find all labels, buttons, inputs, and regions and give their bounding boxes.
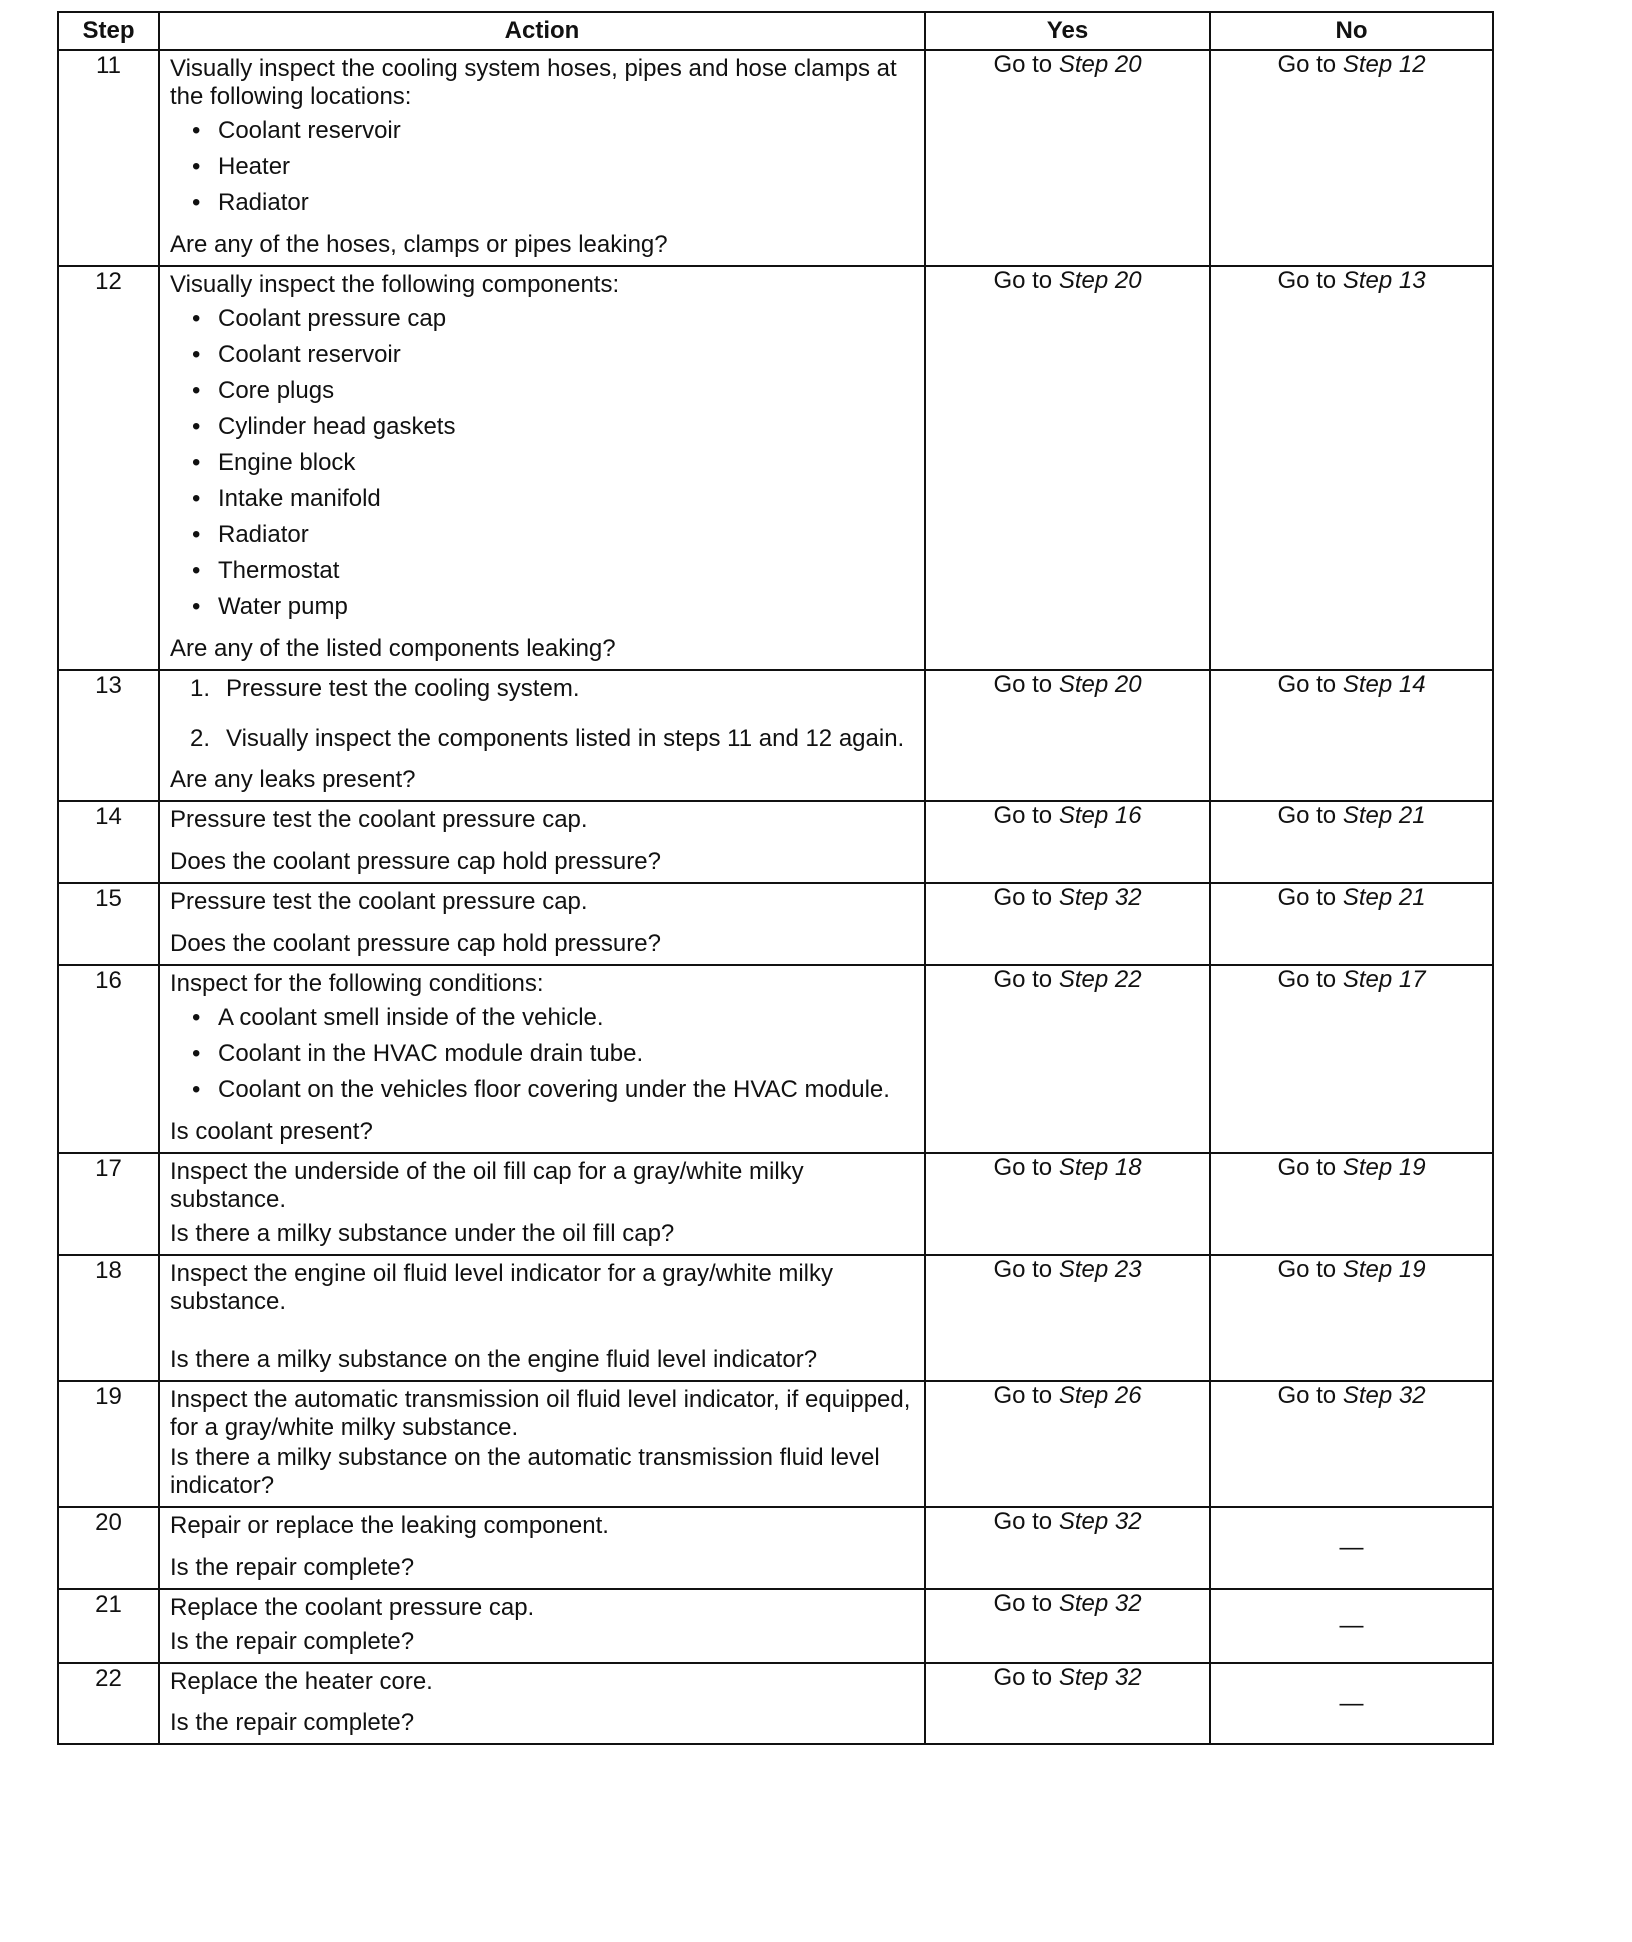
step-number: 15: [58, 883, 159, 965]
step-number: 12: [58, 266, 159, 670]
table-row: [58, 1507, 1493, 1589]
table-row: [58, 801, 1493, 883]
goto-step-link[interactable]: Step 21: [1342, 802, 1426, 829]
goto-prefix: Go to: [993, 1154, 1053, 1181]
action-instruction: Repair or replace the leaking component.: [170, 1512, 609, 1539]
action-question: Is the repair complete?: [170, 1628, 415, 1655]
action-body: [170, 271, 914, 663]
goto-prefix: Go to: [993, 267, 1053, 294]
table-row: [58, 883, 1493, 965]
yes-cell: [925, 670, 1210, 801]
no-cell-dash: —: [1210, 1663, 1493, 1744]
action-cell: [159, 50, 925, 266]
goto-prefix: Go to: [993, 51, 1053, 78]
step-number: 21: [58, 1589, 159, 1663]
list-item: • Engine block: [192, 449, 914, 477]
goto-step-link[interactable]: Step 32: [1058, 1508, 1142, 1535]
header-yes: Yes: [925, 12, 1210, 50]
no-cell: [1210, 883, 1493, 965]
step-number: 22: [58, 1663, 159, 1744]
goto-prefix: Go to: [1277, 1256, 1337, 1283]
action-question: Is there a milky substance on the automatic transmission fluid level indicator?: [170, 1444, 880, 1499]
no-cell: [1210, 266, 1493, 670]
no-cell-dash: —: [1210, 1589, 1493, 1663]
action-cell: [159, 1663, 925, 1744]
list-item: • Coolant reservoir: [192, 341, 914, 369]
action-question: Is there a milky substance under the oil fill cap?: [170, 1220, 675, 1247]
yes-cell: [925, 1255, 1210, 1381]
action-question: Does the coolant pressure cap hold pressure?: [170, 930, 661, 957]
action-instruction: Inspect the engine oil fluid level indicator for a gray/white milky substance.: [170, 1260, 833, 1315]
action-cell: [159, 883, 925, 965]
goto-step-link[interactable]: Step 16: [1058, 802, 1142, 829]
goto-step-link[interactable]: Step 32: [1342, 1382, 1426, 1409]
yes-cell: [925, 266, 1210, 670]
item-text: Visually inspect the components listed in steps 11 and 12 again.: [226, 725, 905, 752]
action-cell: [159, 1507, 925, 1589]
yes-cell: [925, 1507, 1210, 1589]
item-text: Pressure test the cooling system.: [226, 675, 580, 702]
action-instruction: Replace the coolant pressure cap.: [170, 1594, 535, 1621]
step-number: 17: [58, 1153, 159, 1255]
diagnostic-table-sheet: [57, 11, 1492, 1745]
action-cell: [159, 801, 925, 883]
yes-cell: [925, 965, 1210, 1153]
action-question: Are any of the listed components leaking?: [170, 635, 616, 662]
step-number: 11: [58, 50, 159, 266]
goto-prefix: Go to: [993, 1256, 1053, 1283]
item-number: 1.: [190, 675, 211, 702]
action-instruction: Inspect the automatic transmission oil fluid level indicator, if equipped, for a gray/white milky substance.: [170, 1386, 911, 1441]
bullet-list: [170, 305, 914, 621]
goto-prefix: Go to: [993, 1508, 1053, 1535]
table-row: [58, 1153, 1493, 1255]
list-item: • Heater: [192, 153, 914, 181]
action-question: Is coolant present?: [170, 1118, 373, 1145]
numbered-item: [190, 725, 914, 753]
step-number: 20: [58, 1507, 159, 1589]
goto-step-link[interactable]: Step 14: [1342, 671, 1426, 698]
goto-step-link[interactable]: Step 13: [1342, 267, 1426, 294]
goto-step-link[interactable]: Step 12: [1342, 51, 1426, 78]
item-number: 2.: [190, 725, 211, 752]
yes-cell: [925, 883, 1210, 965]
yes-cell: [925, 1153, 1210, 1255]
numbered-item: [190, 675, 914, 703]
list-item: • Thermostat: [192, 557, 914, 585]
list-item: • A coolant smell inside of the vehicle.: [192, 1004, 914, 1032]
goto-prefix: Go to: [1277, 671, 1337, 698]
action-instruction: Inspect the underside of the oil fill cap for a gray/white milky substance.: [170, 1158, 804, 1213]
goto-step-link[interactable]: Step 19: [1342, 1154, 1426, 1181]
table-row: [58, 670, 1493, 801]
table-row: [58, 50, 1493, 266]
step-number: 14: [58, 801, 159, 883]
action-question: Are any leaks present?: [170, 766, 416, 793]
goto-prefix: Go to: [1277, 1154, 1337, 1181]
no-cell: [1210, 1153, 1493, 1255]
action-cell: [159, 1381, 925, 1507]
action-cell: [159, 266, 925, 670]
action-cell: [159, 1153, 925, 1255]
goto-step-link[interactable]: Step 18: [1058, 1154, 1142, 1181]
list-item: • Coolant reservoir: [192, 117, 914, 145]
goto-step-link[interactable]: Step 20: [1058, 267, 1142, 294]
goto-step-link[interactable]: Step 23: [1058, 1256, 1142, 1283]
table-row: [58, 1589, 1493, 1663]
yes-cell: [925, 1589, 1210, 1663]
action-instruction: Pressure test the coolant pressure cap.: [170, 806, 588, 833]
goto-step-link[interactable]: Step 20: [1058, 671, 1142, 698]
header-no: No: [1210, 12, 1493, 50]
numbered-list: [170, 675, 914, 753]
goto-step-link[interactable]: Step 32: [1058, 1664, 1142, 1691]
action-cell: [159, 1255, 925, 1381]
action-question: Does the coolant pressure cap hold pressure?: [170, 848, 661, 875]
goto-prefix: Go to: [1277, 267, 1337, 294]
goto-prefix: Go to: [993, 1590, 1053, 1617]
goto-step-link[interactable]: Step 32: [1058, 884, 1142, 911]
action-body: [170, 55, 914, 259]
action-instruction: Inspect for the following conditions:: [170, 970, 544, 997]
goto-prefix: Go to: [993, 966, 1053, 993]
goto-step-link[interactable]: Step 21: [1342, 884, 1426, 911]
goto-prefix: Go to: [993, 802, 1053, 829]
goto-prefix: Go to: [1277, 1382, 1337, 1409]
goto-step-link[interactable]: Step 22: [1058, 966, 1142, 993]
bullet-list: [170, 1004, 914, 1104]
goto-prefix: Go to: [993, 671, 1053, 698]
no-cell: [1210, 1255, 1493, 1381]
goto-prefix: Go to: [1277, 802, 1337, 829]
table-row: [58, 1663, 1493, 1744]
header-step: Step: [58, 12, 159, 50]
action-question: Is there a milky substance on the engine fluid level indicator?: [170, 1346, 818, 1373]
table-body: [58, 50, 1493, 1744]
action-question: Is the repair complete?: [170, 1554, 415, 1581]
no-cell: [1210, 801, 1493, 883]
action-instruction: Replace the heater core.: [170, 1668, 433, 1695]
no-cell-dash: —: [1210, 1507, 1493, 1589]
table-row: [58, 965, 1493, 1153]
yes-cell: [925, 1381, 1210, 1507]
list-item: • Water pump: [192, 593, 914, 621]
list-item: • Coolant pressure cap: [192, 305, 914, 333]
step-number: 19: [58, 1381, 159, 1507]
goto-step-link[interactable]: Step 17: [1342, 966, 1426, 993]
list-item: • Radiator: [192, 521, 914, 549]
list-item: • Core plugs: [192, 377, 914, 405]
goto-prefix: Go to: [1277, 51, 1337, 78]
goto-prefix: Go to: [1277, 884, 1337, 911]
action-question: Are any of the hoses, clamps or pipes leaking?: [170, 231, 668, 258]
list-item: • Coolant in the HVAC module drain tube.: [192, 1040, 914, 1068]
action-question: Is the repair complete?: [170, 1709, 415, 1736]
no-cell: [1210, 1381, 1493, 1507]
list-item: • Intake manifold: [192, 485, 914, 513]
step-number: 16: [58, 965, 159, 1153]
action-cell: [159, 1589, 925, 1663]
goto-step-link[interactable]: Step 26: [1058, 1382, 1142, 1409]
no-cell: [1210, 670, 1493, 801]
list-item: • Radiator: [192, 189, 914, 217]
list-item: • Cylinder head gaskets: [192, 413, 914, 441]
action-instruction: Pressure test the coolant pressure cap.: [170, 888, 588, 915]
table-header-row: [58, 12, 1493, 50]
bullet-list: [170, 117, 914, 217]
action-instruction: Visually inspect the following components:: [170, 271, 620, 298]
goto-prefix: Go to: [993, 1664, 1053, 1691]
action-cell: [159, 965, 925, 1153]
goto-step-link[interactable]: Step 20: [1058, 51, 1142, 78]
no-cell: [1210, 50, 1493, 266]
table-row: [58, 266, 1493, 670]
diagnostic-table: [57, 11, 1494, 1745]
step-number: 18: [58, 1255, 159, 1381]
goto-step-link[interactable]: Step 19: [1342, 1256, 1426, 1283]
yes-cell: [925, 801, 1210, 883]
goto-prefix: Go to: [993, 884, 1053, 911]
action-instruction: Visually inspect the cooling system hoses, pipes and hose clamps at the following locations:: [170, 55, 897, 110]
table-row: [58, 1381, 1493, 1507]
goto-step-link[interactable]: Step 32: [1058, 1590, 1142, 1617]
goto-prefix: Go to: [993, 1382, 1053, 1409]
list-item: • Coolant on the vehicles floor covering under the HVAC module.: [192, 1076, 914, 1104]
step-number: 13: [58, 670, 159, 801]
yes-cell: [925, 50, 1210, 266]
header-action: Action: [159, 12, 925, 50]
goto-prefix: Go to: [1277, 966, 1337, 993]
table-row: [58, 1255, 1493, 1381]
action-cell: [159, 670, 925, 801]
yes-cell: [925, 1663, 1210, 1744]
no-cell: [1210, 965, 1493, 1153]
